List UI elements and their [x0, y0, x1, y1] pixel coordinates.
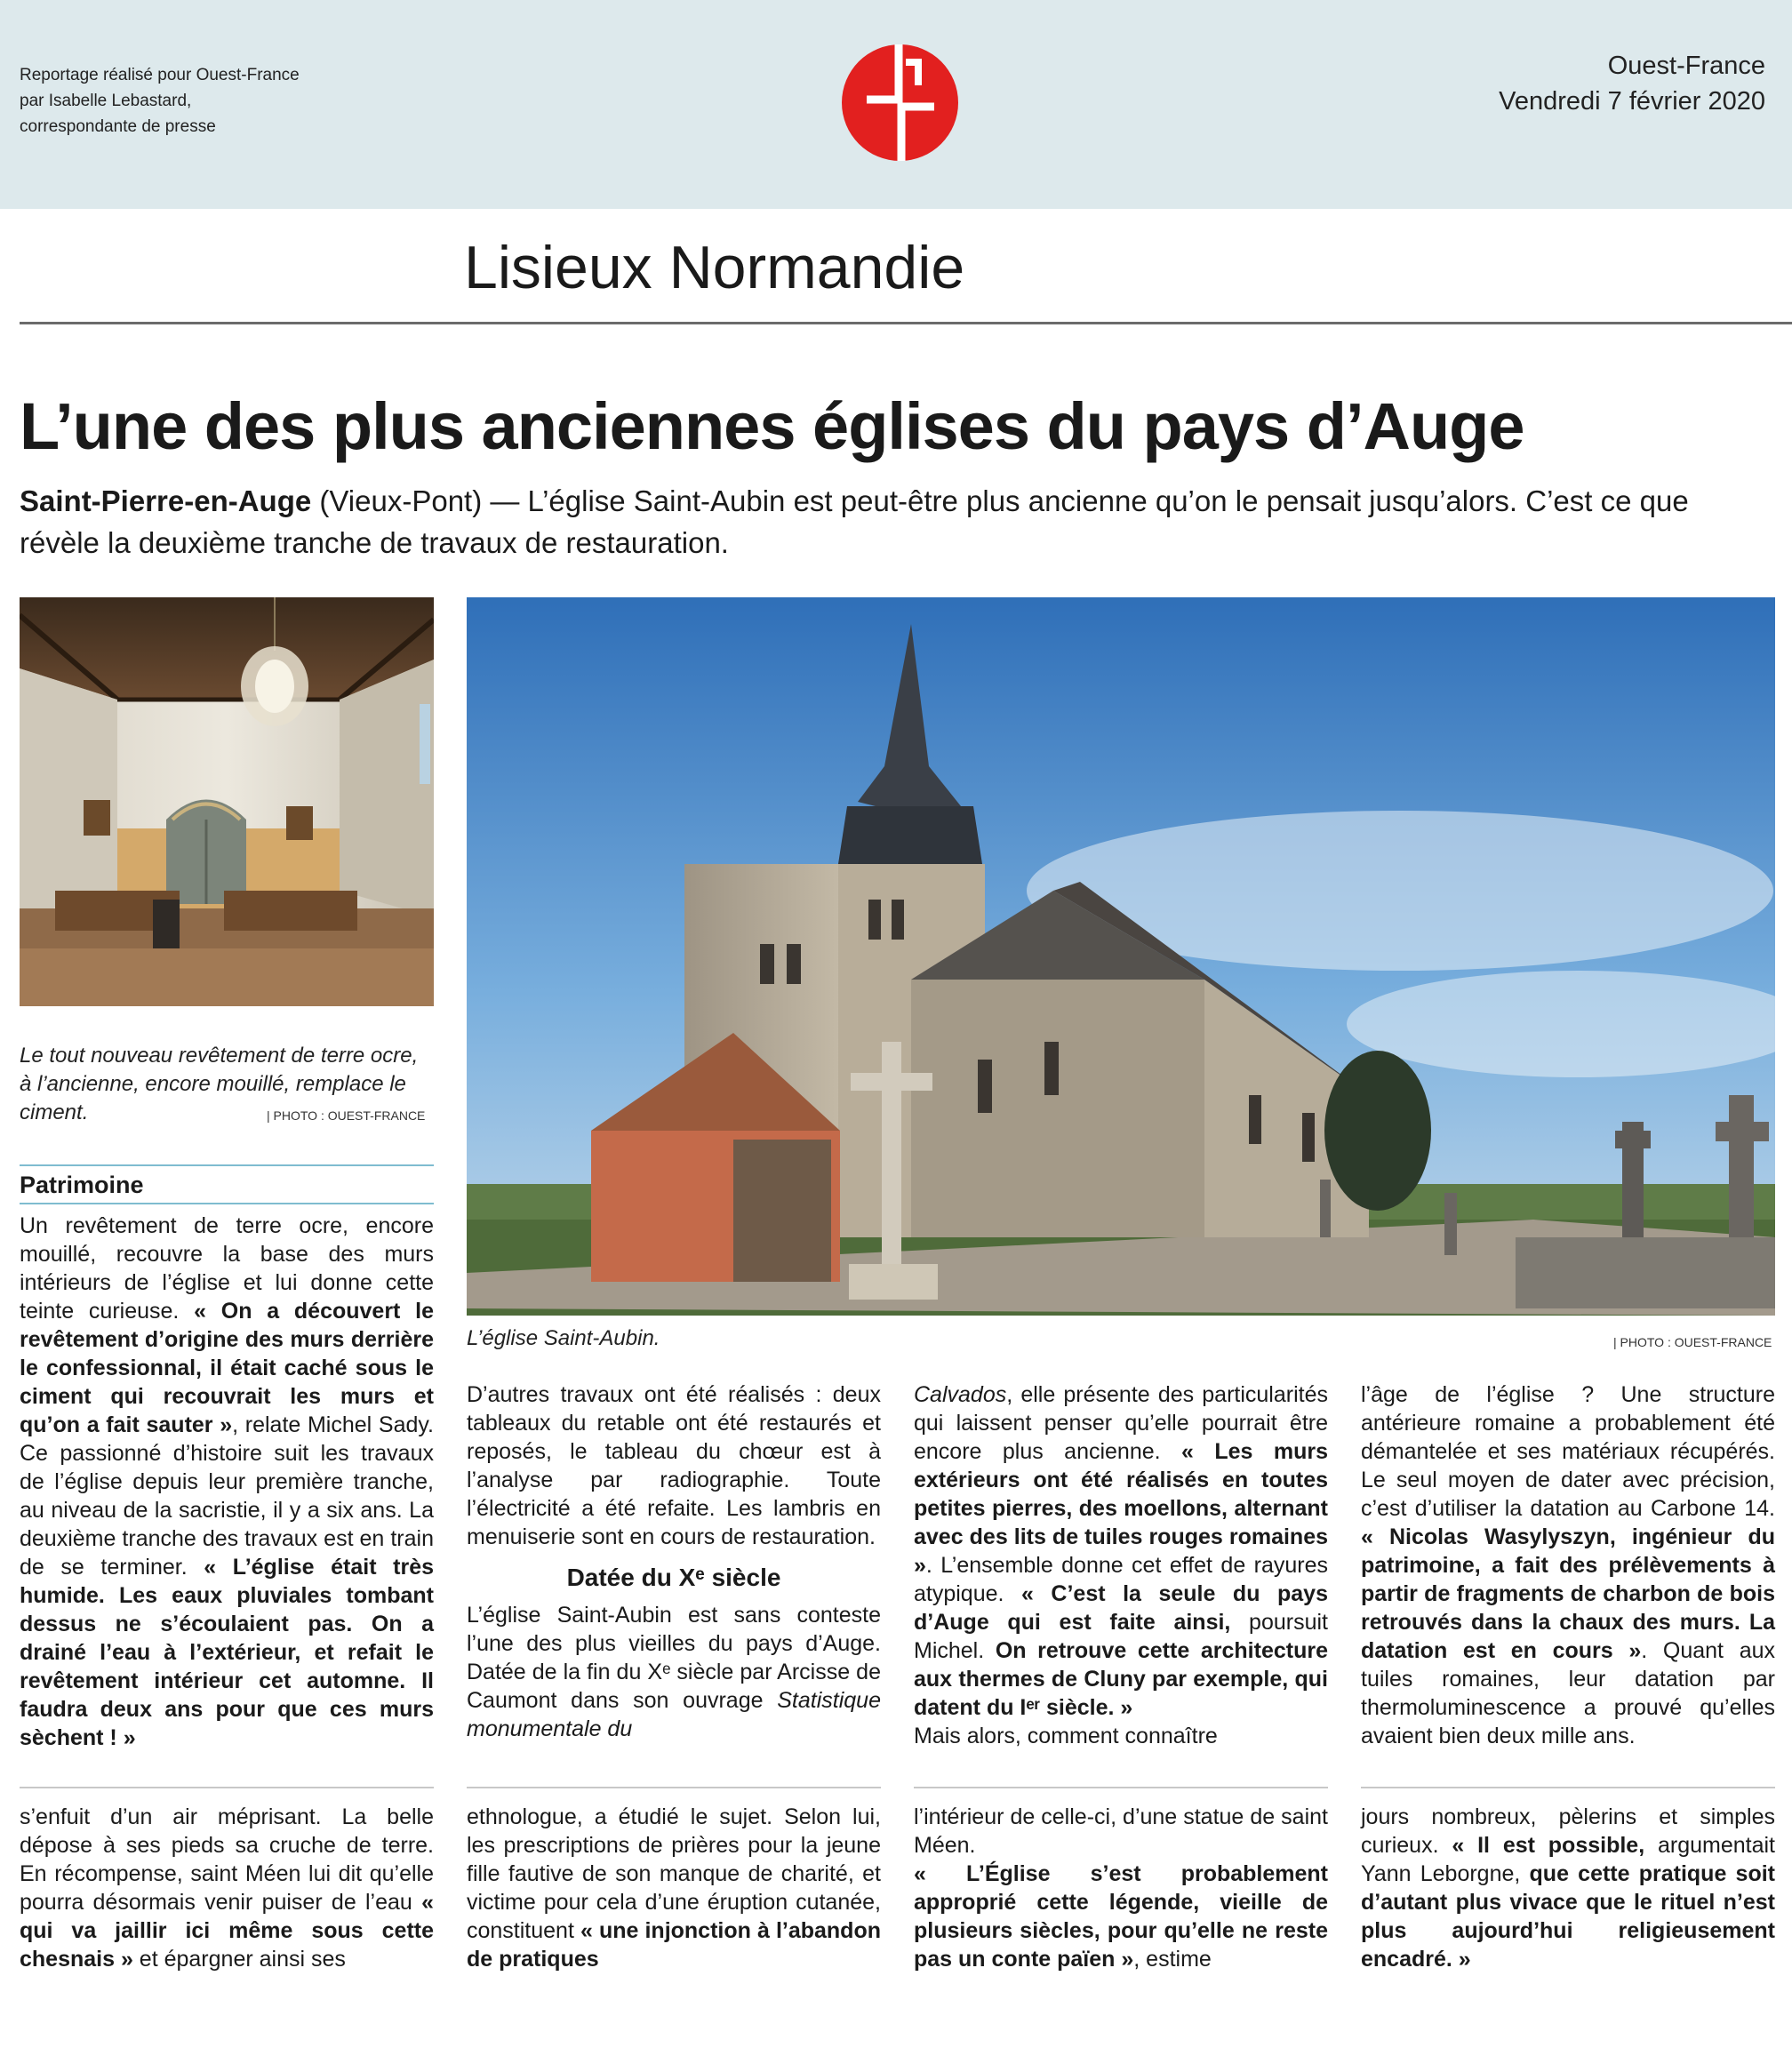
article-column-4 [1361, 1380, 1775, 1750]
text-run: . Quant aux tuiles romaines, leur datation par thermoluminescence a prouvé qu’elles avaient bien deux mille ans. [1361, 1638, 1775, 1748]
ouest-france-logo-icon [842, 44, 958, 161]
column-separator [20, 1787, 434, 1788]
section-divider [20, 322, 1792, 324]
quote-run: « L’église était très humide. Les eaux pluviales tombant dessus ne s’écoulaient pas. On a drainé l’eau à l’extérieur, et refait le revêtement intérieur cet automne. Il faudra deux ans pour que ces murs sèchent ! » [20, 1555, 434, 1750]
standfirst [20, 480, 1762, 564]
text-run: et épargner ainsi ses [132, 1947, 346, 1972]
article-column-2 [467, 1380, 881, 1743]
text-run: L’église Saint-Aubin est sans conteste l’une des plus vieilles du pays d’Auge. Datée de la fin du Xᵉ siècle par Arcisse de Caumont dans son ouvrage [467, 1603, 881, 1713]
standfirst-text: (Vieux-Pont) — L’église Saint-Aubin est peut-être plus ancienne qu’on le pensait jusqu’alors. C’est ce que révèle la deuxième tranche de travaux de restauration. [20, 484, 1689, 559]
credit-line: correspondante de presse [20, 117, 216, 136]
italic-run: Calvados [914, 1382, 1007, 1407]
interior-photo-credit: | PHOTO : OUEST-FRANCE [267, 1108, 426, 1123]
quote-run: « une injonction à l’abandon de pratiques [467, 1918, 881, 1972]
lower-column-4 [1361, 1803, 1775, 1973]
lower-column-2 [467, 1803, 881, 1973]
church-photo-credit: | PHOTO : OUEST-FRANCE [1613, 1335, 1772, 1349]
text-run: , estime [1133, 1947, 1212, 1972]
text-run: s’enfuit d’un air méprisant. La belle dépose à ses pieds sa cruche de terre. En récompense, saint Méen lui dit qu’elle pourra désormais venir puiser de l’eau [20, 1804, 434, 1915]
lower-column-1 [20, 1803, 434, 1973]
column-separator [1361, 1787, 1775, 1788]
report-credit [20, 62, 300, 140]
church-photo-caption: L’église Saint-Aubin. [467, 1326, 660, 1350]
quote-run: « Nicolas Wasylyszyn, ingénieur du patrimoine, a fait des prélèvements à partir de fragments de charbon de bois retrouvés dans la chaux des murs. La datation est en cours » [1361, 1524, 1775, 1663]
rubric-label: Patrimoine [20, 1164, 434, 1204]
credit-line: par Isabelle Lebastard, [20, 92, 192, 110]
text-run: , relate Michel Sady. Ce passionné d’histoire suit les travaux de l’église depuis leur première tranche, au niveau de la sacristie, il y a six ans. La deuxième tranche des travaux est en train de se terminer. [20, 1412, 434, 1580]
paper-name: Ouest-France [1607, 52, 1765, 80]
text-run: jours nombreux, pèlerins et simples curieux. [1361, 1804, 1775, 1858]
text-run: , elle présente des particularités qui laissent penser qu’elle pourrait être encore plus ancienne. [914, 1382, 1328, 1464]
text-run: argumentait Yann Leborgne, [1361, 1833, 1776, 1886]
text-run: Un revêtement de terre ocre, encore mouillé, recouvre la base des murs intérieurs de l’église et lui donne cette teinte curieuse. [20, 1213, 434, 1324]
quote-run: « On a découvert le revêtement d’origine des murs derrière le confessionnal, il était caché sous le ciment qui recouvrait les murs et qu’on a fait sauter » [20, 1299, 434, 1437]
quote-run: « Les murs extérieurs ont été réalisés en toutes petites pierres, des moellons, alternant avec des lits de tuiles rouges romaines » [914, 1439, 1328, 1578]
text-run: D’autres travaux ont été réalisés : deux tableaux du retable ont été restaurés et reposés, le tableau du chœur est à l’analyse par radiographie. Toute l’électricité a été refaite. Les lambris en menuiserie sont en cours de restauration. [467, 1382, 881, 1549]
column-separator [467, 1787, 881, 1788]
church-interior-photo [20, 597, 434, 1006]
church-exterior-photo [467, 597, 1775, 1316]
article-column-1 [20, 1212, 434, 1752]
column-separator [914, 1787, 1328, 1788]
text-run: l’âge de l’église ? Une structure antérieure romaine a probablement été démantelée et ses matériaux récupérés. Le seul moyen de dater avec précision, c’est d’utiliser la datation au Carbone 14. [1361, 1382, 1775, 1521]
quote-run: que cette pratique soit d’autant plus vivace que le rituel n’est plus aujourd’hui religieusement encadré. » [1361, 1861, 1775, 1972]
subheading: Datée du Xᵉ siècle [566, 1564, 781, 1591]
standfirst-place: Saint-Pierre-en-Auge [20, 484, 312, 517]
article-column-3 [914, 1380, 1328, 1750]
italic-run: Statistique monumentale du [467, 1688, 881, 1741]
text-run: . L’ensemble donne cet effet de rayures atypique. [914, 1553, 1328, 1606]
text-run: Mais alors, comment connaître [914, 1724, 1218, 1748]
credit-line: Reportage réalisé pour Ouest-France [20, 66, 300, 84]
lower-column-3 [914, 1803, 1328, 1973]
paper-info [1499, 48, 1765, 119]
quote-run: « C’est la seule du pays d’Auge qui est faite ainsi, [914, 1581, 1328, 1635]
section-title: Lisieux Normandie [464, 234, 965, 301]
text-run: l’intérieur de celle-ci, d’une statue de saint Méen. [914, 1804, 1328, 1858]
headline: L’une des plus anciennes églises du pays d’Auge [20, 389, 1524, 463]
quote-run: On retrouve cette architecture aux thermes de Cluny par exemple, qui datent du Iᵉʳ siècle. » [914, 1638, 1328, 1720]
text-run: poursuit Michel. [914, 1610, 1328, 1663]
quote-run: « qui va jaillir ici même sous cette chesnais » [20, 1890, 434, 1972]
quote-run: « Il est possible, [1452, 1833, 1645, 1858]
text-run: ethnologue, a étudié le sujet. Selon lui, les prescriptions de prières pour la jeune fille fautive de son manque de charité, et victime pour cela d’une éruption cutanée, constituent [467, 1804, 881, 1943]
interior-photo-caption: Le tout nouveau revêtement de terre ocre, à l’ancienne, encore mouillé, remplace le ciment. [20, 1044, 419, 1124]
quote-run: « L’Église s’est probablement approprié cette légende, vieille de plusieurs siècles, pour qu’elle ne reste pas un conte païen » [914, 1861, 1328, 1972]
paper-date: Vendredi 7 février 2020 [1499, 87, 1765, 116]
